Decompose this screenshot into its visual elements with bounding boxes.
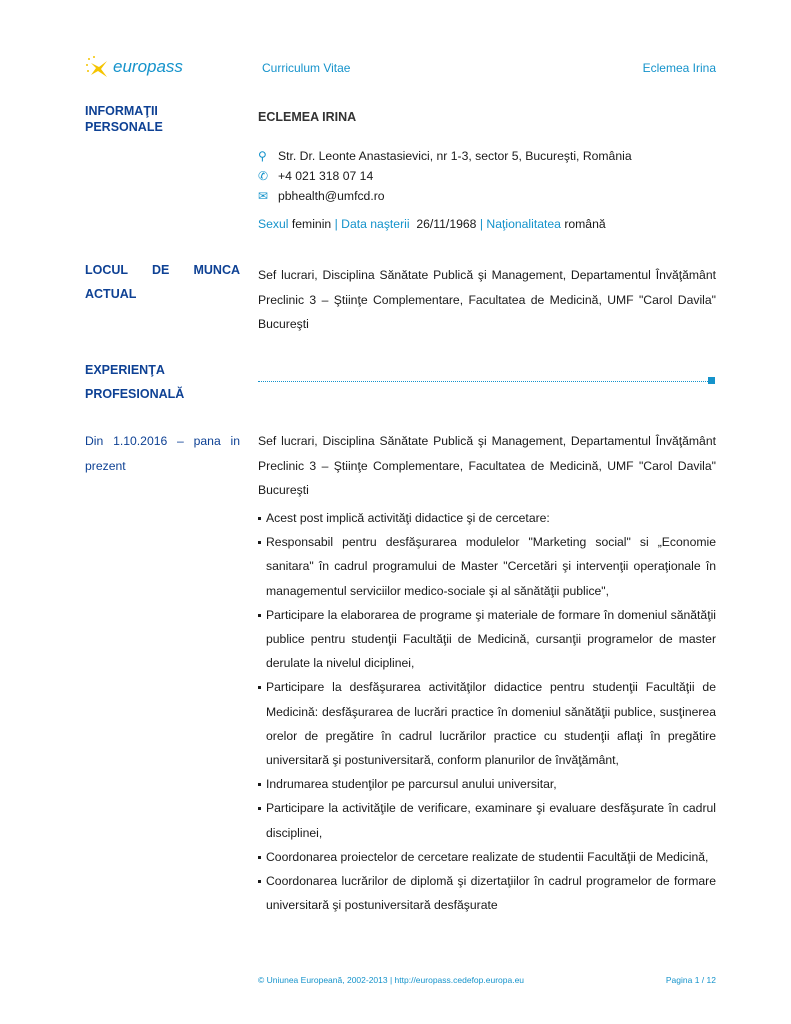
nationality-value: română [564,217,606,231]
list-item: Coordonarea proiectelor de cercetare realizate de studentii Facultăţii de Medicină, [258,845,716,869]
experience-period: Din 1.10.2016 – pana in prezent [85,434,240,473]
sex-value: feminin [291,217,332,231]
email-icon: ✉ [258,189,269,203]
list-item: Participare la desfăşurarea activităţilor didactice pentru studenţii Facultăţii de Medicină: desfăşurarea de lucrări practice în domeniul sănătăţii publice, susţinerea orelor de pregătire în cadrul lucrărilor practice cu studenţii aflaţi în pregătire universitară şi postuniversitară, conform planurilor de învăţământ, [258,675,716,772]
email[interactable]: pbhealth@umfcd.ro [278,189,385,203]
section-divider [258,381,708,382]
section-marker [708,377,715,384]
section-label-current-job: LOCUL DE MUNCA ACTUAL [85,263,240,301]
list-item: Indrumarea studenţilor pe parcursul anului universitar, [258,772,716,796]
phone: +4 021 318 07 14 [278,169,374,183]
experience-position: Sef lucrari, Disciplina Sănătate Publică şi Management, Departamentul Învăţământ Preclinic 3 – Ştiinţe Complementare, Facultatea de Medicină, UMF "Carol Davila" Bucureşti [258,434,716,497]
birth-value: 26/11/1968 [416,217,477,231]
phone-icon: ✆ [258,169,269,183]
birth-label: Data naşterii [341,217,410,231]
full-name: ECLEMEA IRINA [258,110,357,124]
location-pin-icon: ⚲ [258,149,267,163]
europass-logo [85,54,195,80]
contact-block [258,146,632,206]
footer-copyright: © Uniunea Europeană, 2002-2013 | http://europass.cedefop.europa.eu [258,975,525,985]
header-person-name: Eclemea Irina [642,61,716,75]
list-item: Participare la activităţile de verificare, examinare şi evaluare desfăşurate în cadrul disciplinei, [258,796,716,844]
sex-label: Sexul [258,217,289,231]
footer-page-number: Pagina 1 / 12 [665,975,716,985]
logo-text: europass [113,57,183,76]
separator: | [479,217,483,231]
section-label-experience: EXPERIENŢA PROFESIONALĂ [85,363,185,401]
personal-details-line [258,217,606,231]
list-item: Acest post implică activităţi didactice şi de cercetare: [258,506,716,530]
europass-star-figure-icon [85,55,113,79]
address: Str. Dr. Leonte Anastasievici, nr 1-3, sector 5, Bucureşti, România [278,149,632,163]
separator: | [334,217,338,231]
experience-duties-list [258,506,716,917]
doc-title: Curriculum Vitae [262,61,351,75]
list-item: Responsabil pentru desfăşurarea modulelor "Marketing social" si „Economie sanitara" în cadrul programului de Master "Cercetări şi intervenţii operaţionale în managementul serviciilor medico-sociale şi al sănătăţii publice", [258,530,716,603]
nationality-label: Naţionalitatea [486,217,561,231]
list-item: Coordonarea lucrărilor de diplomă şi dizertaţiilor în cadrul programelor de formare universitară şi postuniversitară desfăşurate [258,869,716,917]
current-job-text: Sef lucrari, Disciplina Sănătate Publică şi Management, Departamentul Învăţământ Preclinic 3 – Ştiinţe Complementare, Facultatea de Medicină, UMF "Carol Davila" Bucureşti [258,268,716,331]
list-item: Participare la elaborarea de programe şi materiale de formare în domeniul sănătăţii publice pentru studenţii Facultăţii de Medicină, cursanţii programelor de master derulate la nivelul diciplinei, [258,603,716,676]
section-label-personal: INFORMAŢII PERSONALE [85,104,163,134]
